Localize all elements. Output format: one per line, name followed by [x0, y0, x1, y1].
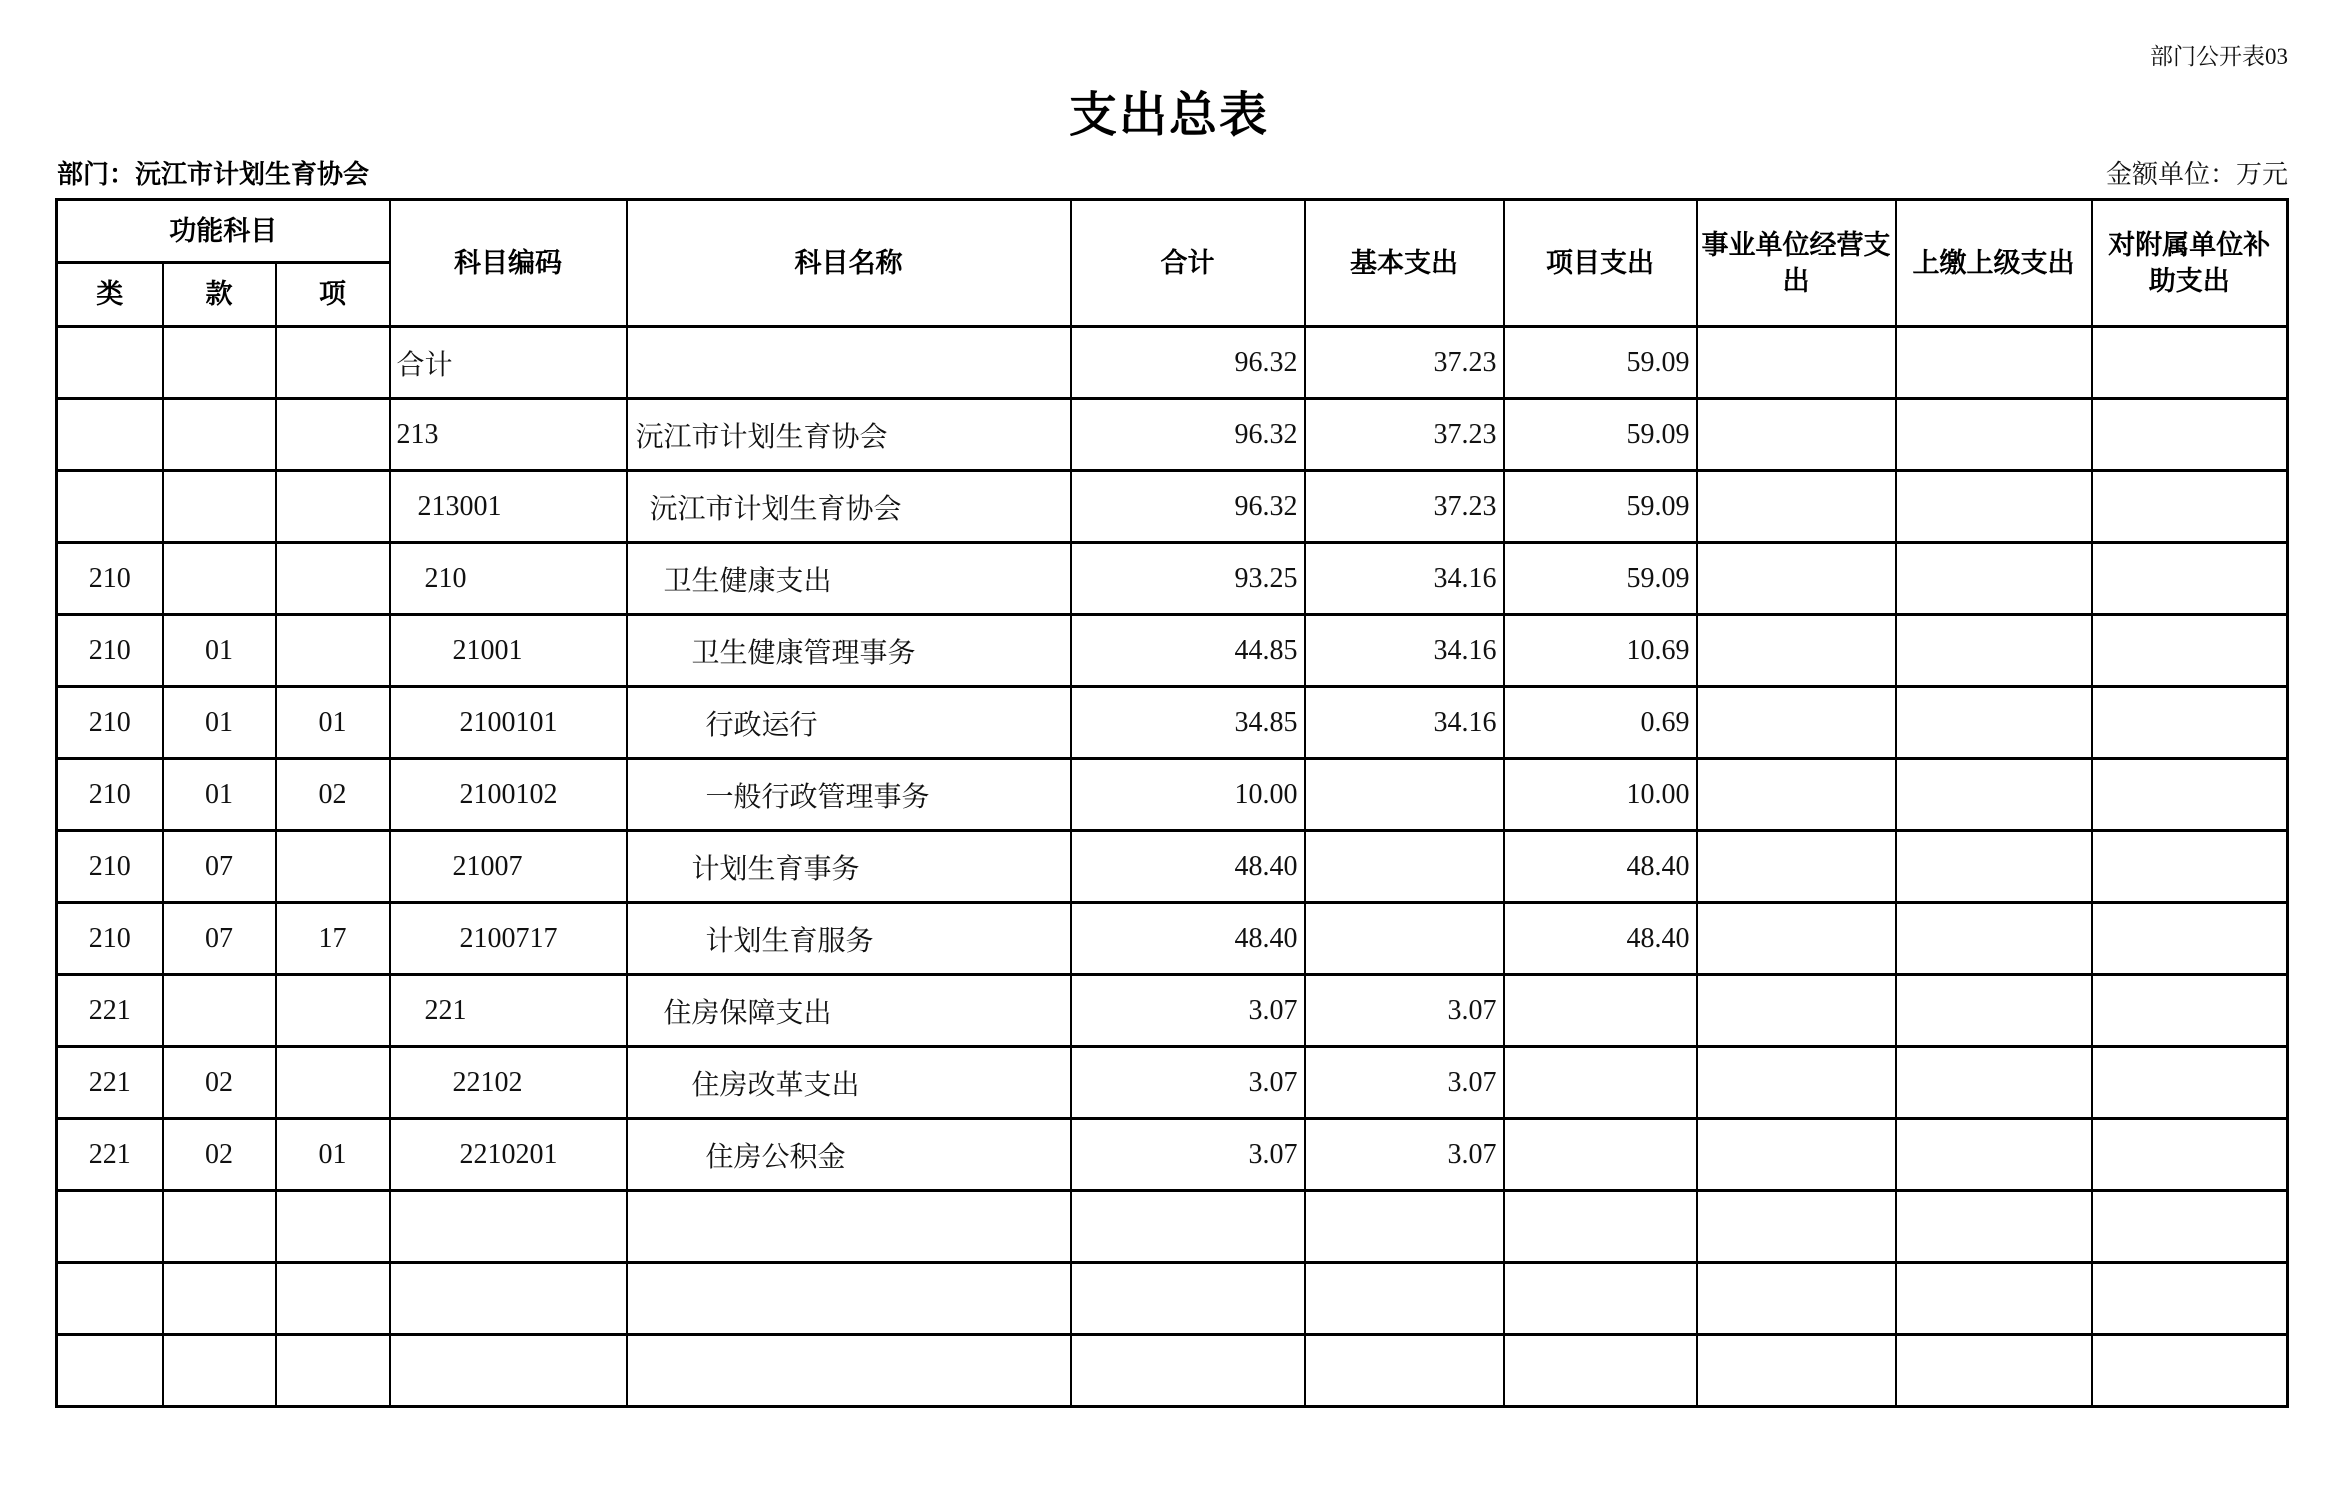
- cell-func-item: 01: [276, 687, 390, 759]
- cell-subsidy: [2092, 1335, 2288, 1407]
- header-subsidy: 对附属单位补助支出: [2092, 200, 2288, 327]
- cell-project: 0.69: [1504, 687, 1697, 759]
- cell-project: 59.09: [1504, 327, 1697, 399]
- cell-upper: [1896, 975, 2092, 1047]
- cell-func-section: [163, 975, 276, 1047]
- cell-basic: [1305, 831, 1504, 903]
- cell-total: [1071, 1263, 1305, 1335]
- cell-name: 卫生健康支出: [627, 543, 1071, 615]
- cell-subsidy: [2092, 975, 2288, 1047]
- header-name: 科目名称: [627, 200, 1071, 327]
- cell-subsidy: [2092, 687, 2288, 759]
- cell-func-item: [276, 975, 390, 1047]
- cell-basic: [1305, 1191, 1504, 1263]
- cell-project: 48.40: [1504, 903, 1697, 975]
- cell-subsidy: [2092, 903, 2288, 975]
- cell-project: 10.69: [1504, 615, 1697, 687]
- cell-subsidy: [2092, 471, 2288, 543]
- table-row: [57, 615, 2288, 687]
- table-body: [57, 327, 2288, 1407]
- cell-func-section: 01: [163, 759, 276, 831]
- cell-upper: [1896, 543, 2092, 615]
- cell-total: 48.40: [1071, 903, 1305, 975]
- cell-func-section: [163, 471, 276, 543]
- table-row: [57, 1047, 2288, 1119]
- cell-func-item: [276, 543, 390, 615]
- cell-upper: [1896, 1119, 2092, 1191]
- cell-upper: [1896, 687, 2092, 759]
- cell-func-section: 07: [163, 831, 276, 903]
- cell-code: 210: [390, 543, 627, 615]
- cell-basic: 37.23: [1305, 327, 1504, 399]
- cell-business: [1697, 399, 1896, 471]
- cell-upper: [1896, 759, 2092, 831]
- cell-name: 沅江市计划生育协会: [627, 471, 1071, 543]
- cell-total: 96.32: [1071, 399, 1305, 471]
- cell-total: 96.32: [1071, 471, 1305, 543]
- cell-code: 213: [390, 399, 627, 471]
- cell-func-class: [57, 471, 163, 543]
- cell-project: 59.09: [1504, 399, 1697, 471]
- cell-upper: [1896, 903, 2092, 975]
- cell-total: 10.00: [1071, 759, 1305, 831]
- cell-name: [627, 327, 1071, 399]
- cell-basic: 3.07: [1305, 1119, 1504, 1191]
- cell-business: [1697, 471, 1896, 543]
- cell-business: [1697, 831, 1896, 903]
- cell-code: 21001: [390, 615, 627, 687]
- cell-business: [1697, 759, 1896, 831]
- cell-business: [1697, 1335, 1896, 1407]
- cell-func-class: 210: [57, 687, 163, 759]
- cell-project: [1504, 975, 1697, 1047]
- cell-code: 22102: [390, 1047, 627, 1119]
- cell-code: 2100102: [390, 759, 627, 831]
- cell-project: [1504, 1119, 1697, 1191]
- cell-func-section: 01: [163, 615, 276, 687]
- expenditure-table: [55, 198, 2289, 1408]
- cell-func-section: [163, 1263, 276, 1335]
- cell-name: [627, 1263, 1071, 1335]
- cell-name: 卫生健康管理事务: [627, 615, 1071, 687]
- cell-name: 住房公积金: [627, 1119, 1071, 1191]
- table-row: [57, 903, 2288, 975]
- cell-business: [1697, 1191, 1896, 1263]
- cell-func-item: [276, 399, 390, 471]
- cell-project: 10.00: [1504, 759, 1697, 831]
- cell-basic: 37.23: [1305, 399, 1504, 471]
- cell-func-class: 210: [57, 831, 163, 903]
- cell-subsidy: [2092, 1047, 2288, 1119]
- cell-func-class: [57, 1191, 163, 1263]
- meta-row: [57, 152, 2288, 192]
- cell-total: 48.40: [1071, 831, 1305, 903]
- cell-project: 59.09: [1504, 543, 1697, 615]
- cell-func-item: [276, 831, 390, 903]
- cell-code: [390, 1263, 627, 1335]
- cell-basic: 3.07: [1305, 975, 1504, 1047]
- cell-func-section: [163, 399, 276, 471]
- cell-upper: [1896, 1335, 2092, 1407]
- cell-basic: 34.16: [1305, 543, 1504, 615]
- doc-code-label: 部门公开表03: [2150, 44, 2288, 69]
- cell-total: 93.25: [1071, 543, 1305, 615]
- cell-code: 2100101: [390, 687, 627, 759]
- table-row: [57, 399, 2288, 471]
- cell-subsidy: [2092, 831, 2288, 903]
- cell-func-section: [163, 1191, 276, 1263]
- cell-func-class: 210: [57, 903, 163, 975]
- cell-code: 合计: [390, 327, 627, 399]
- cell-business: [1697, 1119, 1896, 1191]
- cell-func-item: [276, 1335, 390, 1407]
- cell-upper: [1896, 1191, 2092, 1263]
- table-row: [57, 327, 2288, 399]
- cell-code: [390, 1191, 627, 1263]
- cell-project: [1504, 1335, 1697, 1407]
- header-project: 项目支出: [1504, 200, 1697, 327]
- header-func-section: 款: [163, 263, 276, 327]
- cell-func-item: 02: [276, 759, 390, 831]
- cell-func-item: [276, 471, 390, 543]
- cell-upper: [1896, 399, 2092, 471]
- cell-project: [1504, 1191, 1697, 1263]
- cell-func-item: [276, 1191, 390, 1263]
- cell-func-item: [276, 615, 390, 687]
- page-title: 支出总表: [1068, 89, 1269, 142]
- cell-func-section: 01: [163, 687, 276, 759]
- cell-total: [1071, 1191, 1305, 1263]
- cell-func-section: [163, 327, 276, 399]
- cell-basic: 34.16: [1305, 687, 1504, 759]
- header-func-class: 类: [57, 263, 163, 327]
- cell-code: 21007: [390, 831, 627, 903]
- cell-business: [1697, 543, 1896, 615]
- table-row: [57, 1263, 2288, 1335]
- cell-total: 3.07: [1071, 975, 1305, 1047]
- table-row: [57, 975, 2288, 1047]
- cell-name: 行政运行: [627, 687, 1071, 759]
- cell-name: 计划生育服务: [627, 903, 1071, 975]
- cell-code: 2100717: [390, 903, 627, 975]
- cell-basic: [1305, 1335, 1504, 1407]
- cell-business: [1697, 327, 1896, 399]
- cell-func-class: 210: [57, 759, 163, 831]
- header-upper: 上缴上级支出: [1896, 200, 2092, 327]
- cell-code: 221: [390, 975, 627, 1047]
- cell-total: 3.07: [1071, 1119, 1305, 1191]
- header-func-item: 项: [276, 263, 390, 327]
- header-func-group: 功能科目: [57, 200, 390, 263]
- table-row: [57, 831, 2288, 903]
- cell-subsidy: [2092, 327, 2288, 399]
- cell-upper: [1896, 471, 2092, 543]
- cell-func-class: [57, 327, 163, 399]
- cell-basic: 37.23: [1305, 471, 1504, 543]
- cell-name: [627, 1191, 1071, 1263]
- cell-func-section: [163, 1335, 276, 1407]
- cell-basic: [1305, 759, 1504, 831]
- header-business: 事业单位经营支出: [1697, 200, 1896, 327]
- cell-func-item: [276, 327, 390, 399]
- cell-code: [390, 1335, 627, 1407]
- cell-name: 住房保障支出: [627, 975, 1071, 1047]
- table-row: [57, 1119, 2288, 1191]
- cell-func-class: 221: [57, 975, 163, 1047]
- cell-business: [1697, 903, 1896, 975]
- cell-func-class: [57, 1263, 163, 1335]
- cell-name: 一般行政管理事务: [627, 759, 1071, 831]
- cell-name: 沅江市计划生育协会: [627, 399, 1071, 471]
- cell-basic: [1305, 903, 1504, 975]
- table-row: [57, 759, 2288, 831]
- cell-name: [627, 1335, 1071, 1407]
- cell-project: [1504, 1047, 1697, 1119]
- cell-func-class: 221: [57, 1119, 163, 1191]
- cell-func-class: 210: [57, 615, 163, 687]
- cell-func-item: [276, 1263, 390, 1335]
- cell-func-section: [163, 543, 276, 615]
- cell-upper: [1896, 1047, 2092, 1119]
- cell-basic: 3.07: [1305, 1047, 1504, 1119]
- cell-total: 96.32: [1071, 327, 1305, 399]
- header-total: 合计: [1071, 200, 1305, 327]
- cell-subsidy: [2092, 759, 2288, 831]
- table-row: [57, 471, 2288, 543]
- cell-name: 住房改革支出: [627, 1047, 1071, 1119]
- cell-subsidy: [2092, 399, 2288, 471]
- cell-project: 59.09: [1504, 471, 1697, 543]
- table-row: [57, 1191, 2288, 1263]
- cell-business: [1697, 1047, 1896, 1119]
- cell-total: 3.07: [1071, 1047, 1305, 1119]
- cell-project: [1504, 1263, 1697, 1335]
- table-row: [57, 687, 2288, 759]
- cell-name: 计划生育事务: [627, 831, 1071, 903]
- cell-basic: [1305, 1263, 1504, 1335]
- cell-total: 34.85: [1071, 687, 1305, 759]
- cell-subsidy: [2092, 615, 2288, 687]
- cell-business: [1697, 687, 1896, 759]
- cell-func-class: [57, 399, 163, 471]
- table-row: [57, 543, 2288, 615]
- cell-code: 2210201: [390, 1119, 627, 1191]
- header-code: 科目编码: [390, 200, 627, 327]
- cell-code: 213001: [390, 471, 627, 543]
- cell-project: 48.40: [1504, 831, 1697, 903]
- cell-func-item: 17: [276, 903, 390, 975]
- cell-upper: [1896, 831, 2092, 903]
- cell-func-class: 210: [57, 543, 163, 615]
- cell-subsidy: [2092, 1191, 2288, 1263]
- cell-upper: [1896, 615, 2092, 687]
- department-label: 部门：沅江市计划生育协会: [57, 158, 370, 189]
- cell-func-class: [57, 1335, 163, 1407]
- cell-total: [1071, 1335, 1305, 1407]
- cell-subsidy: [2092, 543, 2288, 615]
- cell-business: [1697, 615, 1896, 687]
- cell-subsidy: [2092, 1263, 2288, 1335]
- amount-unit-label: 金额单位：万元: [2105, 159, 2288, 189]
- cell-func-section: 07: [163, 903, 276, 975]
- cell-total: 44.85: [1071, 615, 1305, 687]
- cell-func-item: [276, 1047, 390, 1119]
- cell-subsidy: [2092, 1119, 2288, 1191]
- cell-func-section: 02: [163, 1047, 276, 1119]
- cell-func-section: 02: [163, 1119, 276, 1191]
- cell-business: [1697, 975, 1896, 1047]
- cell-business: [1697, 1263, 1896, 1335]
- cell-basic: 34.16: [1305, 615, 1504, 687]
- table-row: [57, 1335, 2288, 1407]
- cell-upper: [1896, 1263, 2092, 1335]
- cell-upper: [1896, 327, 2092, 399]
- cell-func-class: 221: [57, 1047, 163, 1119]
- table-header: [57, 200, 2288, 327]
- header-basic: 基本支出: [1305, 200, 1504, 327]
- cell-func-item: 01: [276, 1119, 390, 1191]
